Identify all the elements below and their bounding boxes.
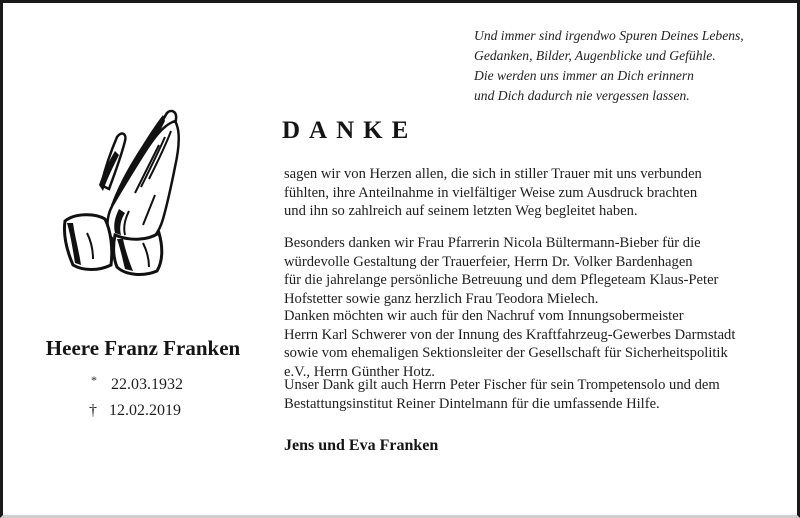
thanks-paragraph-2 <box>284 234 718 308</box>
poem-line: Und immer sind irgendwo Spuren Deines Lebens, <box>474 28 744 43</box>
thanks-paragraph-1 <box>284 165 702 221</box>
paragraph-line: sowie vom ehemaligen Sektionsleiter der Gesellschaft für Sicherheitspolitik <box>284 345 728 362</box>
paragraph-line: Hofstetter sowie ganz herzlich Frau Teodora Mielech. <box>284 290 599 307</box>
paragraph-line: für die jahrelange persönliche Betreuung und dem Pflegeteam Klaus-Peter <box>284 272 719 289</box>
thanks-paragraph-4 <box>284 376 720 413</box>
signature: Jens und Eva Franken <box>284 437 439 454</box>
paragraph-line: Herrn Karl Schwerer von der Innung des Kraftfahrzeug-Gewerbes Darmstadt <box>284 326 736 343</box>
poem-verse <box>474 26 744 106</box>
paragraph-line: Besonders danken wir Frau Pfarrerin Nicola Bültermann-Bieber für die <box>284 235 701 251</box>
death-date: 12.02.2019 <box>109 402 181 419</box>
paragraph-line: Bestattungsinstitut Reiner Dintelmann für die umfassende Hilfe. <box>284 395 660 412</box>
deceased-name: Heere Franz Franken <box>45 336 241 360</box>
paragraph-line: e.V., Herrn Günther Hotz. <box>284 363 435 380</box>
paragraph-line: und ihn so zahlreich auf seinem letzten Weg begleitet haben. <box>284 203 638 220</box>
poem-line: Die werden uns immer an Dich erinnern <box>474 68 694 83</box>
poem-line: und Dich dadurch nie vergessen lassen. <box>474 88 690 103</box>
heading-danke: DANKE <box>282 117 418 144</box>
paragraph-line: sagen wir von Herzen allen, die sich in stiller Trauer mit uns verbunden <box>284 166 702 182</box>
death-date-row <box>89 402 181 420</box>
thanks-paragraph-3 <box>284 307 735 381</box>
poem-line: Gedanken, Bilder, Augenblicke und Gefühle. <box>474 48 716 63</box>
paragraph-line: Danken möchten wir auch für den Nachruf vom Innungsobermeister <box>284 308 684 324</box>
birth-date: 22.03.1932 <box>111 376 183 393</box>
birth-star-icon: * <box>91 373 97 387</box>
birth-date-row <box>89 373 183 394</box>
paragraph-line: würdevolle Gestaltung der Trauerfeier, Herrn Dr. Volker Bardenhagen <box>284 253 693 270</box>
paragraph-line: Unser Dank gilt auch Herrn Peter Fischer für sein Trompetensolo und dem <box>284 377 720 393</box>
paragraph-line: fühlten, ihre Anteilnahme in vielfältiger Weise zum Ausdruck brachten <box>284 184 698 201</box>
praying-hands-icon <box>59 101 189 279</box>
cross-icon: † <box>89 402 97 419</box>
